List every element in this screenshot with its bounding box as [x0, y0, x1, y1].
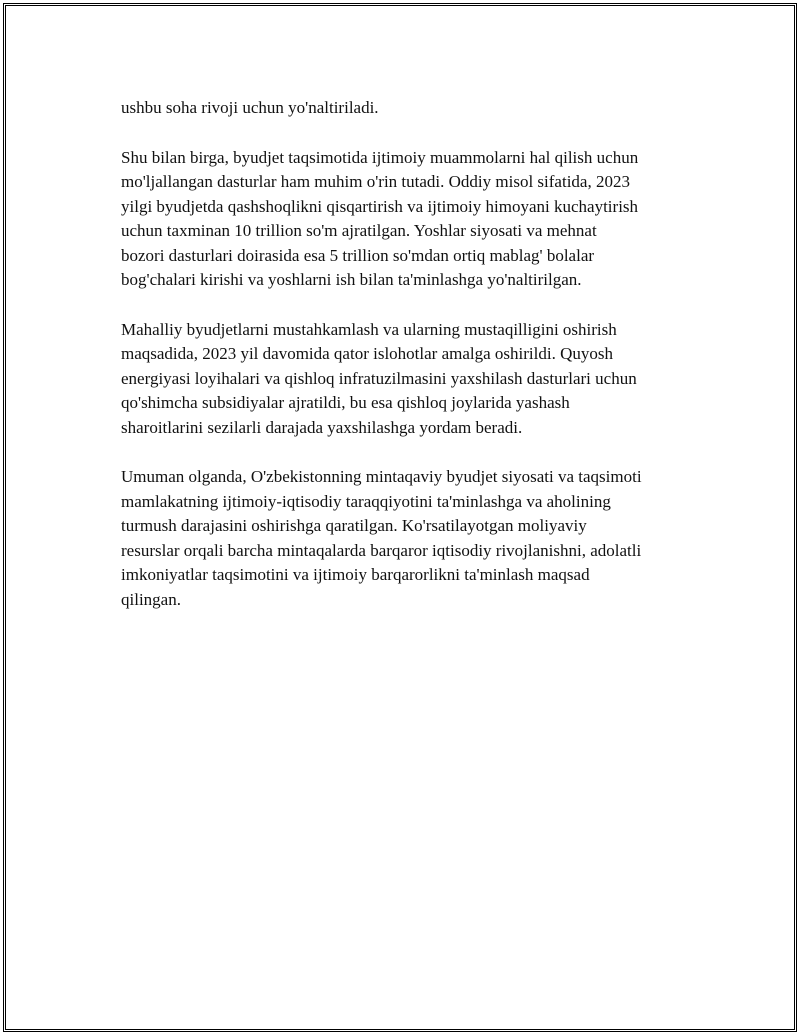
paragraph-4 — [121, 465, 701, 612]
document-body — [121, 96, 701, 637]
page-border — [3, 3, 797, 1032]
text-line: Shu bilan birga, byudjet taqsimotida ijtimoiy muammolarni hal qilish uchun — [121, 147, 639, 167]
text-line: Umuman olganda, O'zbekistonning mintaqaviy byudjet siyosati va taqsimoti — [121, 467, 642, 486]
text-line: yilgi byudjetda qashshoqlikni qisqartirish va ijtimoiy himoyani kuchaytirish — [121, 196, 639, 216]
text-line: bozori dasturlari doirasida esa 5 trillion so'mdan ortiq mablag' bolalar — [121, 245, 595, 265]
text-line: Mahalliy byudjetlarni mustahkamlash va ularning mustaqilligini oshirish — [121, 319, 617, 339]
text-line: bog'chalari kirishi va yoshlarni ish bilan ta'minlashga yo'naltirilgan. — [121, 270, 582, 289]
paragraph-1 — [121, 96, 701, 121]
text-line: uchun taxminan 10 trillion so'm ajratilgan. Yoshlar siyosati va mehnat — [121, 221, 597, 240]
text-line: imkoniyatlar taqsimotini va ijtimoiy barqarorlikni ta'minlash maqsad — [121, 565, 590, 584]
text-line: maqsadida, 2023 yil davomida qator islohotlar amalga oshirildi. Quyosh — [121, 344, 613, 363]
text-line: qilingan. — [121, 589, 181, 609]
text-line: turmush darajasini oshirishga qaratilgan. Ko'rsatilayotgan moliyaviy — [121, 516, 587, 535]
text-line: qo'shimcha subsidiyalar ajratildi, bu esa qishloq joylarida yashash — [121, 393, 570, 412]
text-line: resurslar orqali barcha mintaqalarda barqaror iqtisodiy rivojlanishni, adolatli — [121, 540, 642, 560]
text-line: sharoitlarini sezilarli darajada yaxshilashga yordam beradi. — [121, 417, 523, 437]
text-line: mo'ljallangan dasturlar ham muhim o'rin tutadi. Oddiy misol sifatida, 2023 — [121, 172, 630, 191]
paragraph-2 — [121, 146, 701, 293]
text-line: energiyasi loyihalari va qishloq infratuzilmasini yaxshilash dasturlari uchun — [121, 368, 637, 388]
paragraph-3 — [121, 318, 701, 441]
text-line: mamlakatning ijtimoiy-iqtisodiy taraqqiyotini ta'minlashga va aholining — [121, 491, 611, 511]
text-line: ushbu soha rivoji uchun yo'naltiriladi. — [121, 98, 379, 117]
